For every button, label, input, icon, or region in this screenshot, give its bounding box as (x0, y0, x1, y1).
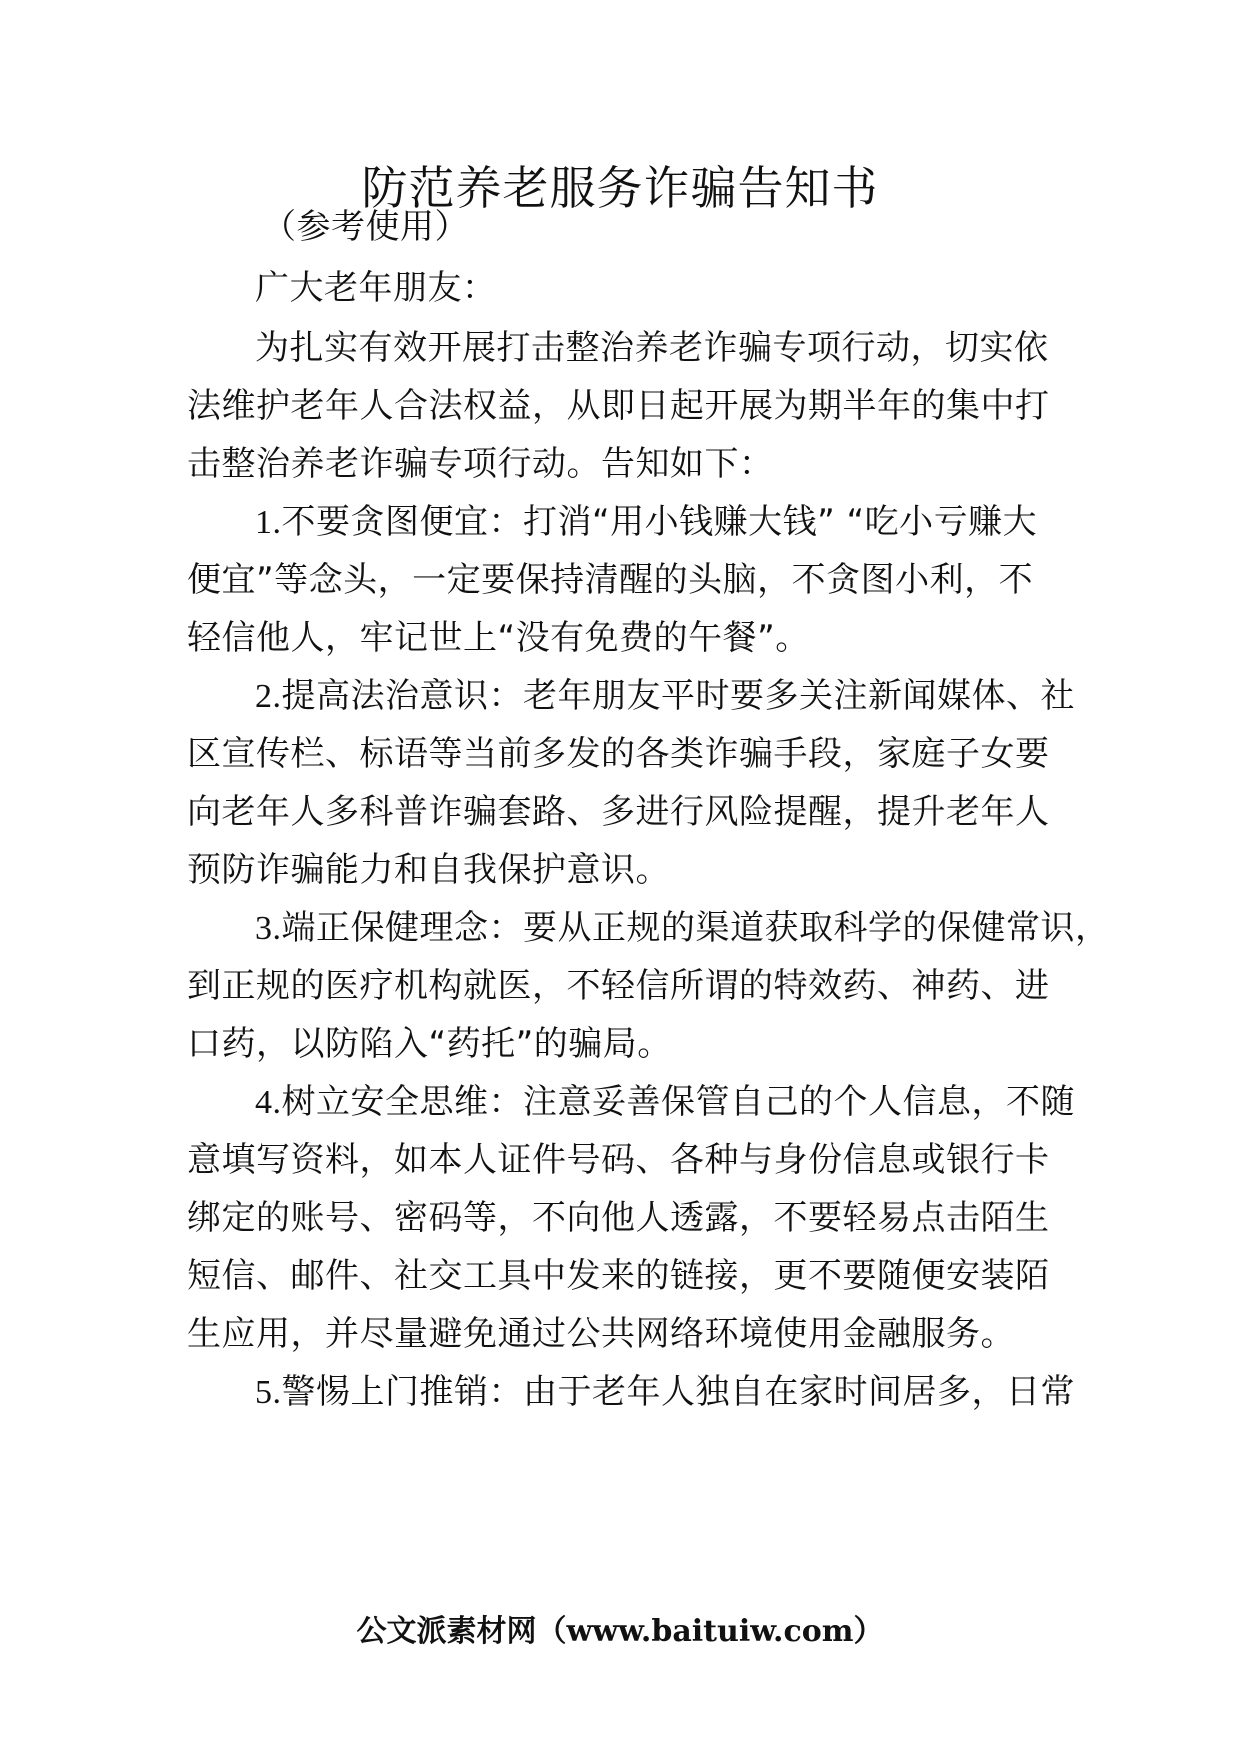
list-item-number: 3. (255, 910, 282, 947)
list-item-line: 向老年人多科普诈骗套路、多进行风险提醒，提升老年人 (187, 792, 1050, 832)
list-item-4-first-line (255, 1080, 1075, 1125)
greeting: 广大老年朋友： (255, 268, 497, 308)
list-item-1-first-line (255, 500, 1037, 545)
list-item-line: 到正规的医疗机构就医，不轻信所谓的特效药、神药、进 (187, 966, 1050, 1006)
intro-line: 法维护老年人合法权益，从即日起开展为期半年的集中打 (187, 386, 1050, 426)
list-item-text: 提高法治意识：老年朋友平时要多关注新闻媒体、社 (281, 676, 1075, 716)
footer-source: 公文派素材网（www.baituiw.com） (356, 1614, 884, 1649)
document-title: 防范养老服务诈骗告知书 (361, 161, 879, 215)
list-item-line: 意填写资料，如本人证件号码、各种与身份信息或银行卡 (187, 1140, 1050, 1180)
list-item-text: 警惕上门推销：由于老年人独自在家时间居多，日常 (281, 1372, 1075, 1412)
list-item-text: 端正保健理念：要从正规的渠道获取科学的保健常识， (281, 908, 1110, 948)
list-item-number: 1. (255, 504, 282, 541)
list-item-line: 便宜”等念头，一定要保持清醒的头脑，不贪图小利，不 (187, 560, 1034, 600)
list-item-line: 绑定的账号、密码等，不向他人透露，不要轻易点击陌生 (187, 1198, 1050, 1238)
list-item-3-first-line (255, 906, 1110, 951)
list-item-number: 4. (255, 1084, 282, 1121)
document-subtitle: （参考使用） (262, 207, 469, 247)
list-item-number: 2. (255, 678, 282, 715)
list-item-number: 5. (255, 1374, 282, 1411)
list-item-2-first-line (255, 674, 1075, 719)
list-item-text: 不要贪图便宜：打消“用小钱赚大钱” “吃小亏赚大 (281, 502, 1038, 542)
list-item-line: 区宣传栏、标语等当前多发的各类诈骗手段，家庭子女要 (187, 734, 1050, 774)
list-item-text: 树立安全思维：注意妥善保管自己的个人信息，不随 (281, 1082, 1075, 1122)
list-item-line: 短信、邮件、社交工具中发来的链接，更不要随便安装陌 (187, 1256, 1050, 1296)
intro-line: 为扎实有效开展打击整治养老诈骗专项行动，切实依 (255, 328, 1049, 368)
list-item-line: 预防诈骗能力和自我保护意识。 (187, 850, 670, 890)
list-item-line: 口药，以防陷入“药托”的骗局。 (187, 1024, 672, 1064)
list-item-line: 轻信他人，牢记世上“没有免费的午餐”。 (187, 618, 810, 658)
list-item-line: 生应用，并尽量避免通过公共网络环境使用金融服务。 (187, 1314, 1015, 1354)
list-item-5-first-line (255, 1370, 1075, 1415)
intro-line: 击整治养老诈骗专项行动。告知如下： (187, 444, 774, 484)
